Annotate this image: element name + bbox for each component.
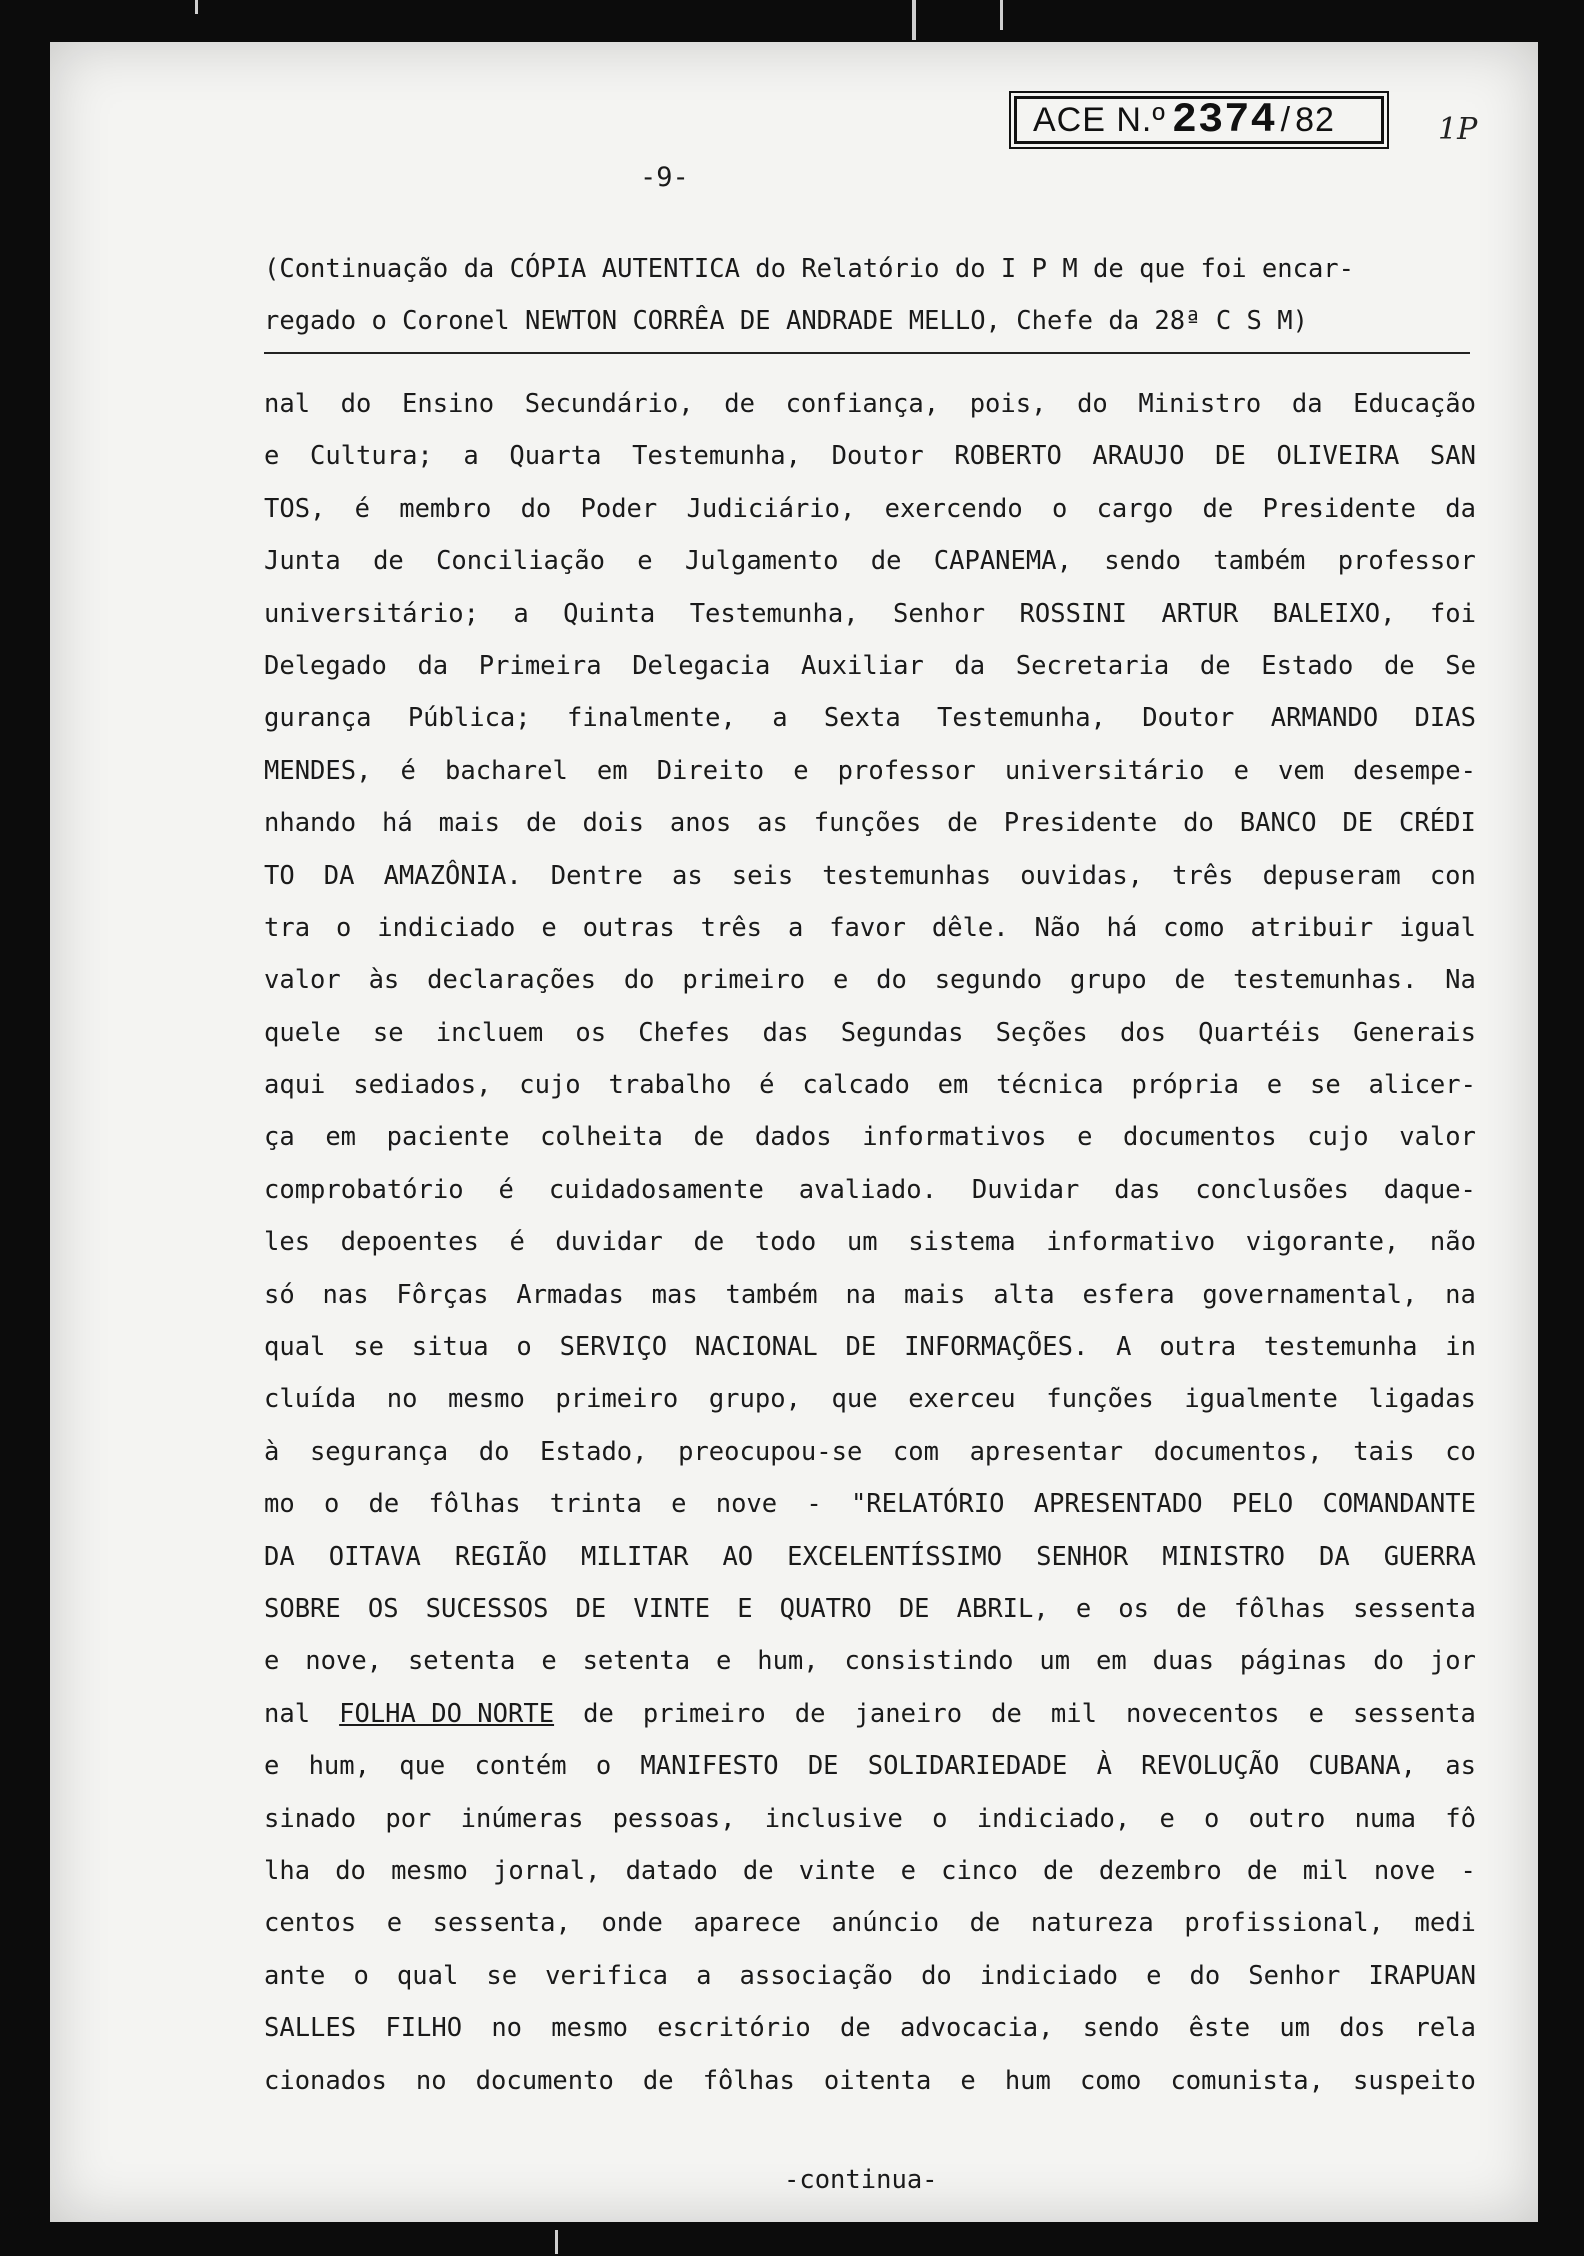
body-line: gurança Pública; finalmente, a Sexta Testemunha, Doutor ARMANDO DIAS xyxy=(264,703,1476,734)
document-heading xyxy=(264,243,1474,347)
heading-divider xyxy=(264,352,1470,354)
body-line: mo o de fôlhas trinta e nove - "RELATÓRIO APRESENTADO PELO COMANDANTE xyxy=(264,1489,1476,1520)
scan-edge-mark xyxy=(195,0,198,14)
body-line: SOBRE OS SUCESSOS DE VINTE E QUATRO DE ABRIL, e os de fôlhas sessenta xyxy=(264,1593,1476,1624)
body-line: lha do mesmo jornal, datado de vinte e cinco de dezembro de mil nove - xyxy=(264,1855,1476,1886)
body-line: e Cultura; a Quarta Testemunha, Doutor ROBERTO ARAUJO DE OLIVEIRA SAN xyxy=(264,441,1476,472)
body-line: qual se situa o SERVIÇO NACIONAL DE INFORMAÇÕES. A outra testemunha in xyxy=(264,1332,1476,1363)
scan-edge-mark xyxy=(1000,0,1003,30)
page-number: -9- xyxy=(640,162,689,193)
handwritten-folio-mark: 1P xyxy=(1438,112,1478,147)
continue-label: -continua- xyxy=(784,2165,938,2195)
ace-number-stamp xyxy=(1014,96,1384,144)
body-line: Junta de Conciliação e Julgamento de CAPANEMA, sendo também professor xyxy=(264,546,1476,577)
body-line: MENDES, é bacharel em Direito e professor universitário e vem desempe- xyxy=(264,755,1476,786)
body-line: nal FOLHA DO NORTE de primeiro de janeiro de mil novecentos e sessenta xyxy=(264,1698,1476,1729)
body-line: tra o indiciado e outras três a favor dêle. Não há como atribuir igual xyxy=(264,912,1476,943)
scan-edge-mark xyxy=(912,0,916,40)
body-line: nhando há mais de dois anos as funções de Presidente do BANCO DE CRÉDI xyxy=(264,808,1476,839)
stamp-suffix: 82 xyxy=(1295,100,1335,139)
body-line: ça em paciente colheita de dados informativos e documentos cujo valor xyxy=(264,1122,1476,1153)
stamp-separator: / xyxy=(1280,100,1292,139)
body-line: les depoentes é duvidar de todo um sistema informativo vigorante, não xyxy=(264,1227,1476,1258)
body-line: TOS, é membro do Poder Judiciário, exercendo o cargo de Presidente da xyxy=(264,493,1476,524)
body-text xyxy=(264,378,1476,2107)
body-line: aqui sediados, cujo trabalho é calcado em técnica própria e se alicer- xyxy=(264,1070,1476,1101)
body-line: valor às declarações do primeiro e do segundo grupo de testemunhas. Na xyxy=(264,965,1476,996)
heading-line: regado o Coronel NEWTON CORRÊA DE ANDRADE MELLO, Chefe da 28ª C S M) xyxy=(264,306,1308,336)
body-line: TO DA AMAZÔNIA. Dentre as seis testemunhas ouvidas, três depuseram con xyxy=(264,860,1476,891)
body-line: só nas Fôrças Armadas mas também na mais alta esfera governamental, na xyxy=(264,1279,1476,1310)
body-line: sinado por inúmeras pessoas, inclusive o indiciado, e o outro numa fô xyxy=(264,1803,1476,1834)
heading-line: (Continuação da CÓPIA AUTENTICA do Relatório do I P M de que foi encar- xyxy=(264,254,1355,284)
body-line: e nove, setenta e setenta e hum, consistindo um em duas páginas do jor xyxy=(264,1646,1476,1677)
body-line: Delegado da Primeira Delegacia Auxiliar da Secretaria de Estado de Se xyxy=(264,650,1476,681)
body-line: comprobatório é cuidadosamente avaliado. Duvidar das conclusões daque- xyxy=(264,1174,1476,1205)
stamp-prefix: ACE N.º xyxy=(1033,100,1166,139)
body-line: e hum, que contém o MANIFESTO DE SOLIDARIEDADE À REVOLUÇÃO CUBANA, as xyxy=(264,1751,1476,1782)
body-line: SALLES FILHO no mesmo escritório de advocacia, sendo êste um dos rela xyxy=(264,2013,1476,2044)
scan-edge-mark xyxy=(555,2230,558,2254)
body-line: DA OITAVA REGIÃO MILITAR AO EXCELENTÍSSIMO SENHOR MINISTRO DA GUERRA xyxy=(264,1541,1476,1572)
body-line: quele se incluem os Chefes das Segundas Seções dos Quartéis Generais xyxy=(264,1017,1476,1048)
stamp-number: 2374 xyxy=(1171,96,1277,144)
body-line: centos e sessenta, onde aparece anúncio de natureza profissional, medi xyxy=(264,1908,1476,1939)
body-line: nal do Ensino Secundário, de confiança, pois, do Ministro da Educação xyxy=(264,389,1476,419)
body-line: à segurança do Estado, preocupou-se com apresentar documentos, tais co xyxy=(264,1436,1476,1467)
body-line: cionados no documento de fôlhas oitenta e hum como comunista, suspeito xyxy=(264,2065,1476,2096)
body-line: cluída no mesmo primeiro grupo, que exerceu funções igualmente ligadas xyxy=(264,1384,1476,1415)
body-line: universitário; a Quinta Testemunha, Senhor ROSSINI ARTUR BALEIXO, foi xyxy=(264,598,1476,629)
body-line: ante o qual se verifica a associação do indiciado e do Senhor IRAPUAN xyxy=(264,1960,1476,1991)
